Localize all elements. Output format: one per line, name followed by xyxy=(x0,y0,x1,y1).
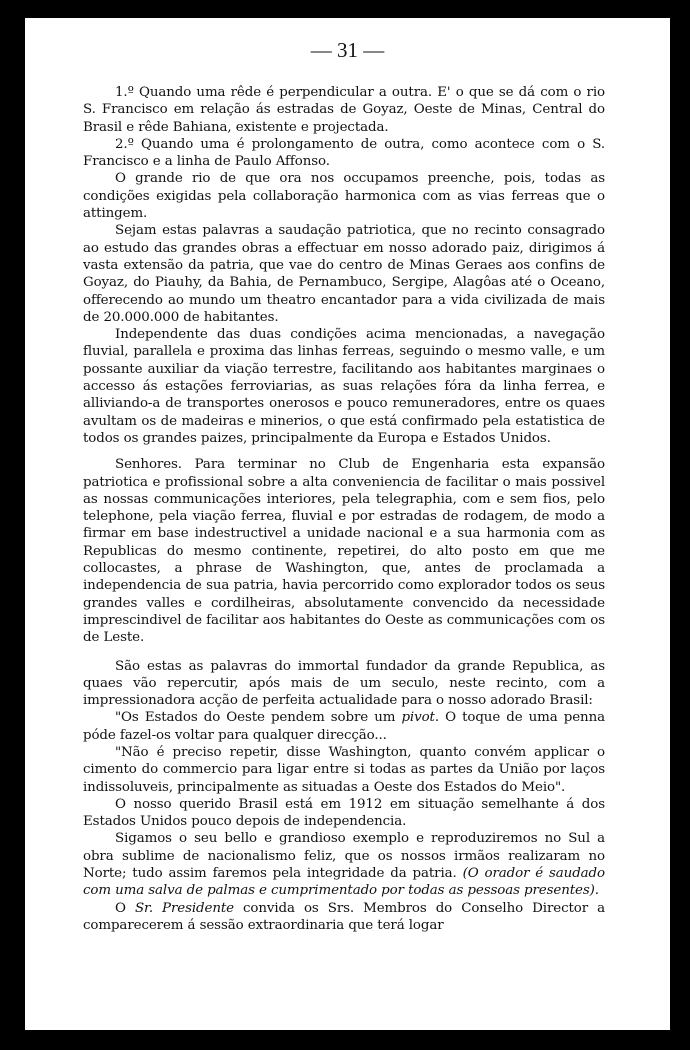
paragraph-saudacao: Sejam estas palavras a saudação patriotica, que no recinto consagrado ao estudo das grandes obras a effectuar em nosso adorado paiz, dirigimos á vasta extensão da patria, que vae do centro de Minas Geraes aos confins de Goyaz, do Piauhy, da Bahia, de Pernambuco, Sergipe, Alagôas até o Oceano, offerecendo ao mundo um theatro encantador para a vida civilizada de mais de 20.000.000 de habitantes. xyxy=(83,223,605,325)
quote-pivot-word: pivot xyxy=(401,710,435,726)
quote-pivot-start: "Os Estados do Oeste pendem sobre um xyxy=(115,710,402,726)
paragraph-palavras: São estas as palavras do immortal fundador da grande Republica, as quaes vão repercutir, após mais de um seculo, neste recinto, com a impressionadora acção de perfeita actualidade para o nosso adorado Brasil: xyxy=(83,658,605,709)
presidente-text: convida os Srs. Membros do Conselho Director a comparecerem á sessão extraordinaria que terá logar xyxy=(83,900,605,933)
document-page xyxy=(25,18,670,1030)
paragraph-condition-2: 2.º Quando uma é prolongamento de outra, como acontece com o S. Francisco e a linha de Paulo Affonso. xyxy=(83,136,605,170)
paragraph-senhores: Senhores. Para terminar no Club de Engenharia esta expansão patriotica e profissional sobre a alta conveniencia de facilitar o mais possivel as nossas communicações interiores, pela telegraphia, com e sem fios, pelo telephone, pela viação ferrea, fluvial e por estradas de rodagem, de modo a firmar em base indestructivel a unidade nacional e a sua harmonia com as Republicas do mesmo continente, repetirei, do alto posto em que me collocastes, a phrase de Washington, que, antes de proclamada a independencia de sua patria, havia percorrido como explorador todos os seus grandes valles e cordilheiras, absolutamente convencido da necessidade imprescindivel de facilitar aos habitantes do Oeste as communicações com os de Leste. xyxy=(83,457,605,646)
paragraph-navegacao: Independente das duas condições acima mencionadas, a navegação fluvial, parallela e proxima das linhas ferreas, seguindo o mesmo valle, e um possante auxiliar da viação terrestre, facilitando aos habitantes marginaes o accesso ás estações ferroviarias, as suas relações fóra da linha ferrea, e alliviando-a de transportes onerosos e pouco remuneradores, entre os quaes avultam os de madeiras e minerios, o que está confirmado pela estatistica de todos os grandes paizes, principalmente da Europa e Estados Unidos. xyxy=(83,327,605,446)
paragraph-grande-rio: O grande rio de que ora nos occupamos preenche, pois, todas as condições exigidas pela collaboração harmonica com as vias ferreas que o attingem. xyxy=(83,171,605,222)
quote-pivot-end: . O toque de uma penna póde fazel-os voltar para qualquer direcção... xyxy=(83,710,605,743)
page-number: — 31 — xyxy=(310,38,385,62)
paragraph-quote-washington: "Não é preciso repetir, disse Washington, quanto convém applicar o cimento do commercio para ligar entre si todas as partes da União por laços indissoluveis, principalmente as situadas a Oeste dos Estados do Meio". xyxy=(83,744,605,795)
paragraph-brasil-1912: O nosso querido Brasil está em 1912 em situação semelhante á dos Estados Unidos pouco depois de independencia. xyxy=(83,796,605,830)
paragraph-presidente xyxy=(83,900,605,935)
presidente-title: Sr. Presidente xyxy=(134,900,234,916)
paragraph-condition-1: 1.º Quando uma rêde é perpendicular a outra. E' o que se dá com o rio S. Francisco em relação ás estradas de Goyaz, Oeste de Minas, Central do Brasil e rêde Bahiana, existente e projectada. xyxy=(83,85,605,135)
stage-direction: (O orador é saudado com uma salva de palmas e cumprimentado por todas as pessoas presentes). xyxy=(83,866,605,899)
body-text xyxy=(83,84,605,934)
paragraph-quote-pivot xyxy=(83,709,605,744)
presidente-prefix: O xyxy=(115,900,135,916)
paragraph-sigamos xyxy=(83,830,605,899)
sigamos-text: Sigamos o seu bello e grandioso exemplo e reproduziremos no Sul a obra sublime de nacionalismo feliz, que os nossos irmãos realizaram no Norte; tudo assim faremos pela integridade da patria. xyxy=(83,831,605,882)
